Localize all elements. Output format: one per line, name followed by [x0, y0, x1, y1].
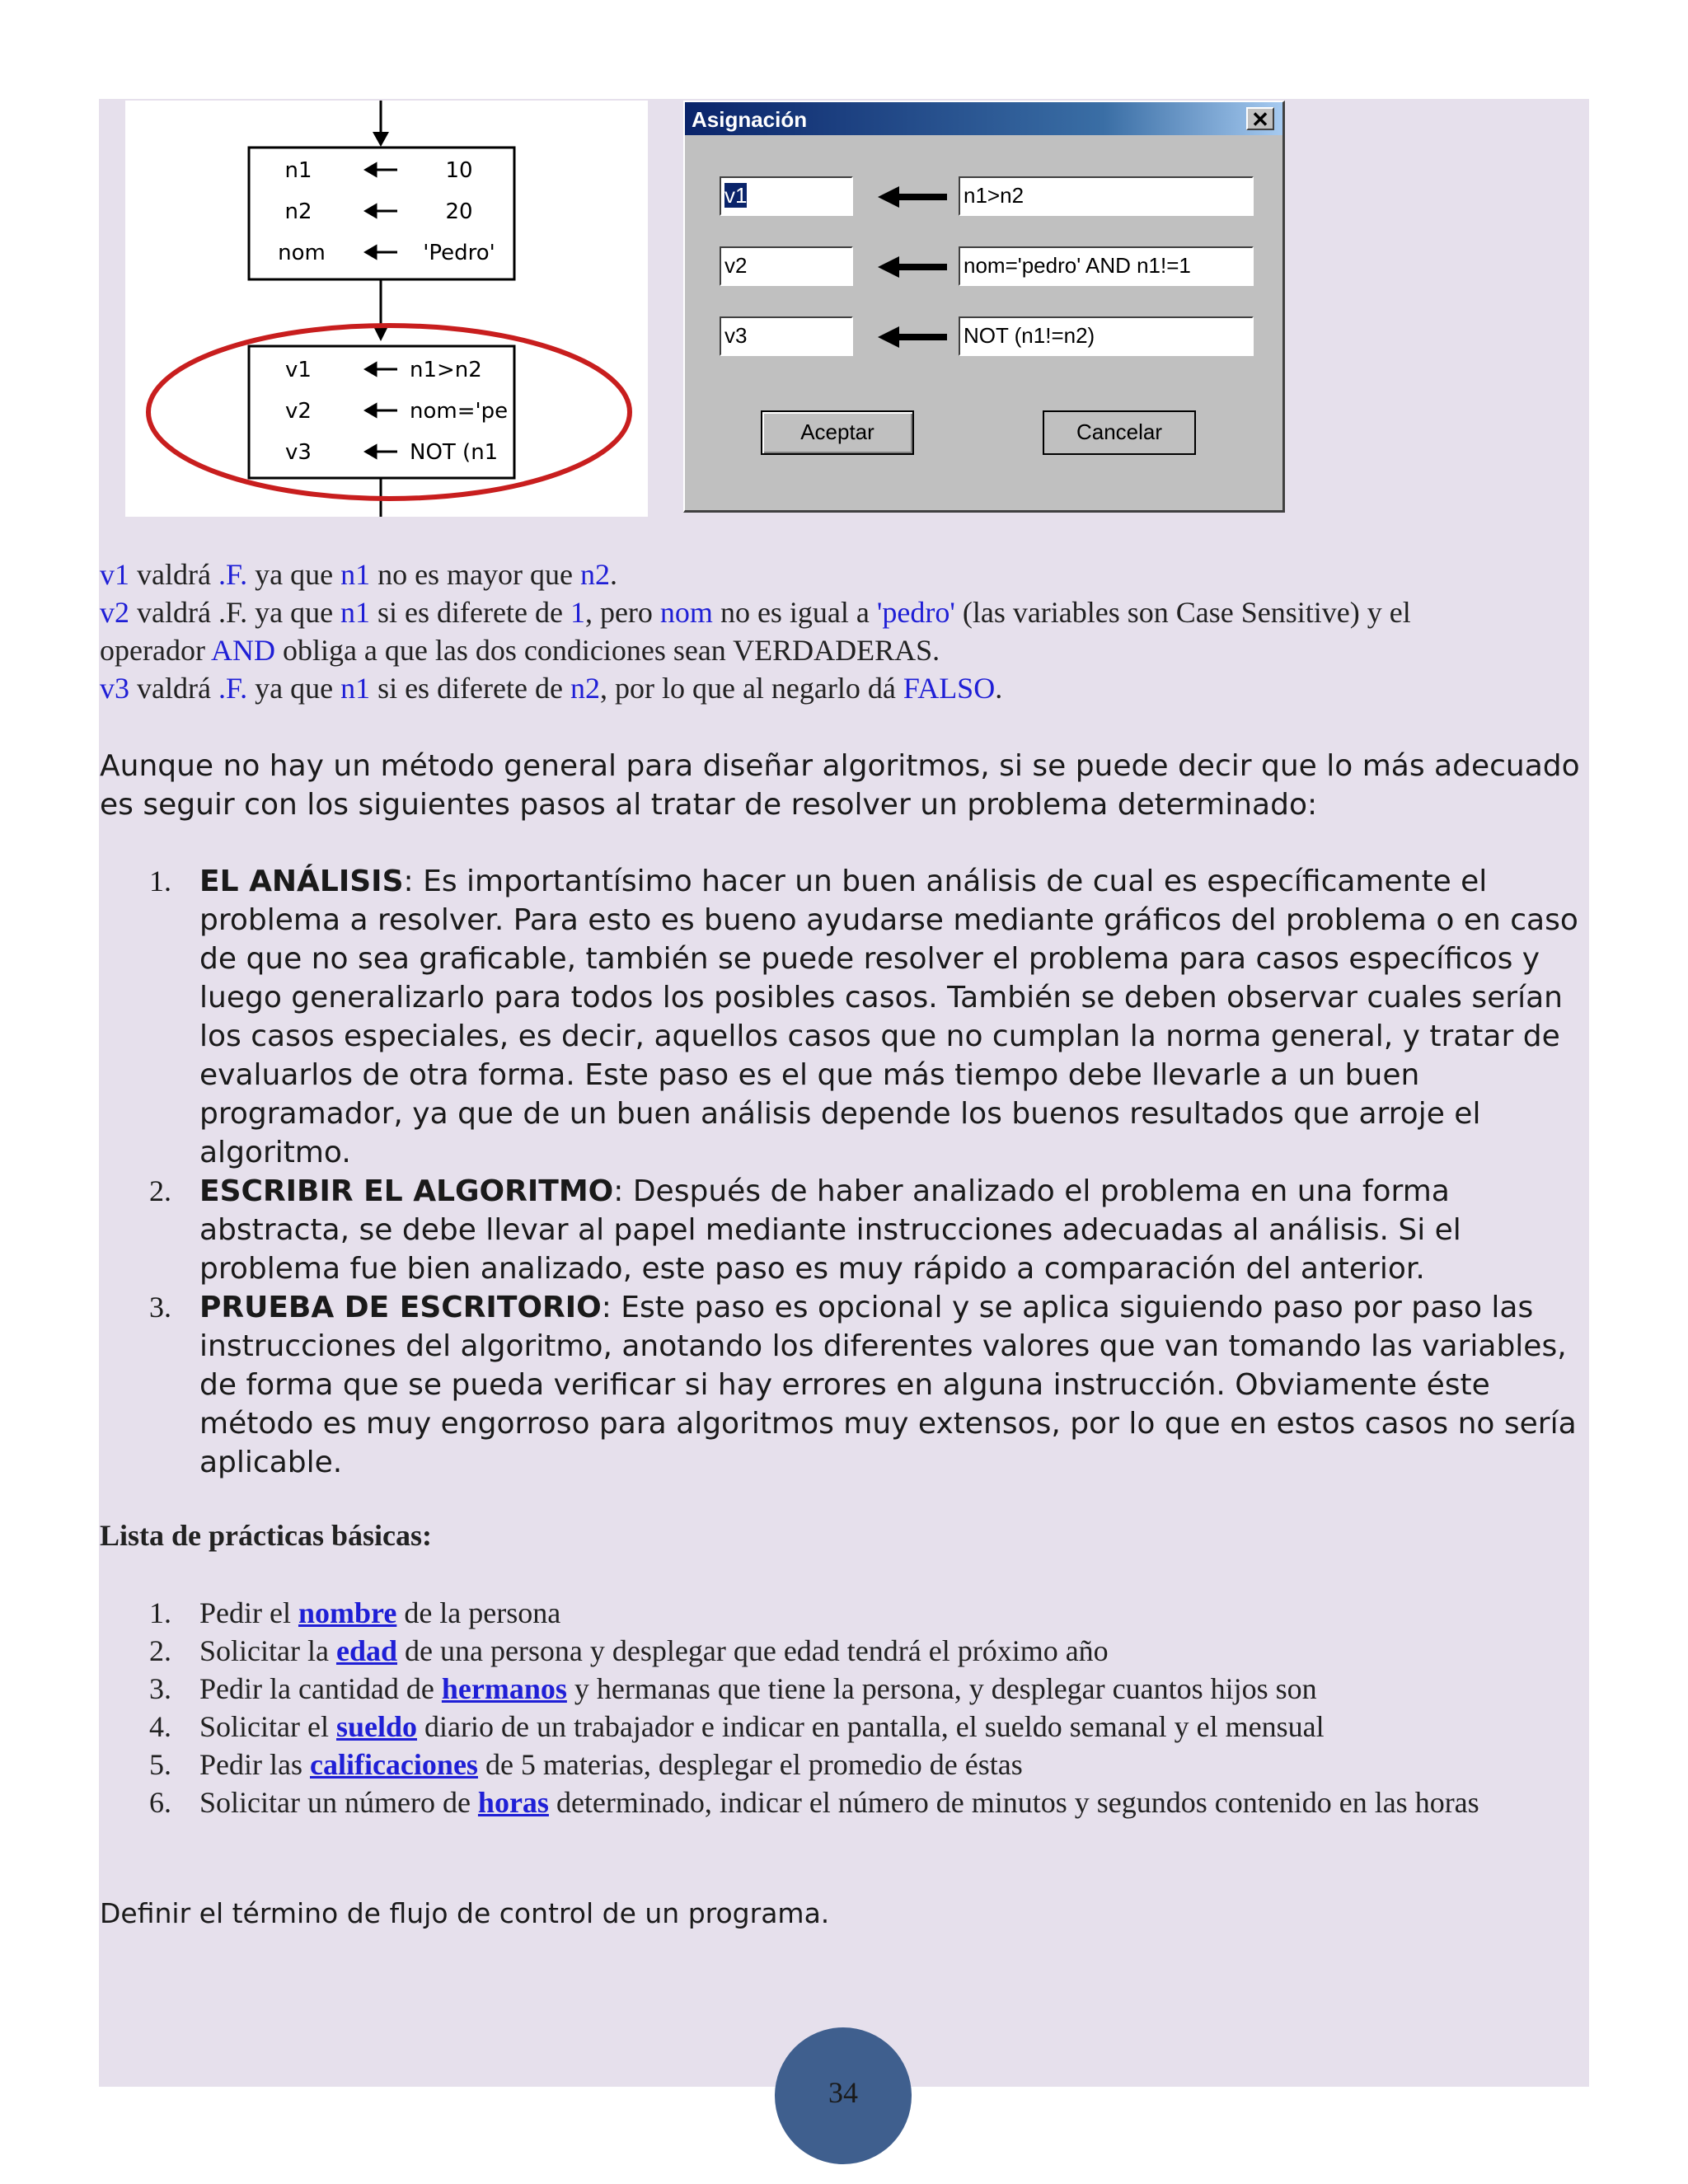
box2-var-2: v2 — [285, 399, 312, 424]
practice-item: 1. Pedir el nombre de la persona — [149, 1596, 561, 1629]
box1-val-3: 'Pedro' — [423, 241, 495, 265]
intro-paragraph: Aunque no hay un método general para diseñar algoritmos, si se puede decir que lo más adecuado es seguir con los siguientes pasos al tratar de resolver un problema determinado: — [100, 749, 1580, 822]
box2-val-2: nom='pe — [410, 399, 509, 424]
box2-var-3: v3 — [285, 440, 312, 465]
step-title: ESCRIBIR EL ALGORITMO — [199, 1174, 614, 1208]
practice-item: 2. Solicitar la edad de una persona y desplegar que edad tendrá el próximo año — [149, 1634, 1109, 1667]
var-field-2[interactable]: v2 — [720, 246, 853, 286]
assign-arrow-icon — [878, 325, 952, 349]
step-title: EL ANÁLISIS — [199, 865, 404, 898]
dialog-title: Asignación — [692, 107, 808, 132]
cancel-button[interactable]: Cancelar — [1043, 410, 1196, 455]
link-sueldo[interactable]: sueldo — [335, 1710, 418, 1743]
assign-arrow-icon — [878, 185, 952, 209]
link-calificaciones[interactable]: calificaciones — [309, 1748, 478, 1781]
dialog-titlebar — [685, 102, 1282, 135]
link-horas[interactable]: horas — [477, 1786, 549, 1819]
practice-item: 3. Pedir la cantidad de hermanos y hermanas que tiene la persona, y desplegar cuantos hijos son — [149, 1672, 1317, 1705]
box1-var-3: nom — [278, 241, 326, 265]
var-field-1-text: v1 — [724, 183, 748, 208]
practices-list — [100, 1594, 1583, 1821]
define-prompt: Definir el término de flujo de control de un programa. — [100, 1897, 830, 1929]
practice-item: 4. Solicitar el sueldo diario de un trabajador e indicar en pantalla, el sueldo semanal y el mensual — [149, 1710, 1325, 1743]
explanation-line-4: v3 valdrá .F. ya que n1 si es diferete de n2, por lo que al negarlo dá FALSO. — [100, 672, 1003, 705]
flowchart-svg — [125, 101, 648, 517]
var-field-3[interactable]: v3 — [720, 316, 853, 356]
step-item: 1. EL ANÁLISIS: Es importantísimo hacer un buen análisis de cual es específicamente el problema a resolver. Para esto es bueno ayudarse mediante gráficos del problema o en caso de que no sea graficable, también se puede resolver el problema para casos específicos y luego generalizarlo para todos los posibles casos. También se deben observar cuales serían los casos especiales, es decir, aquellos casos que no cumplan la norma general, y tratar de evaluarlos de otra forma. Este paso es el que más tiempo debe llevarle a un buen programador, ya que de un buen análisis depende los buenos resultados que arroje el algoritmo. — [149, 865, 1578, 1169]
expr-field-2[interactable]: nom='pedro' AND n1!=1 — [959, 246, 1254, 286]
box1-val-1: 10 — [445, 158, 473, 183]
step-title: PRUEBA DE ESCRITORIO — [199, 1291, 602, 1324]
link-hermanos[interactable]: hermanos — [441, 1672, 567, 1705]
box2-var-1: v1 — [285, 358, 312, 382]
explanation-line-3: operador AND obliga a que las dos condiciones sean VERDADERAS. — [100, 634, 940, 667]
var-field-1[interactable] — [720, 176, 853, 216]
box1-var-1: n1 — [284, 158, 312, 183]
explanation-block — [100, 555, 1583, 707]
step-item: 3. PRUEBA DE ESCRITORIO: Este paso es opcional y se aplica siguiendo paso por paso las instrucciones del algoritmo, anotando los diferentes valores que van tomando las variables, de forma que se pueda verificar si hay errores en alguna instrucción. Obviamente éste método es muy engorroso para algoritmos muy extensos, por lo que en estos casos no sería aplicable. — [149, 1291, 1577, 1479]
box1-val-2: 20 — [445, 199, 473, 224]
assignment-dialog — [683, 101, 1285, 513]
link-edad[interactable]: edad — [335, 1634, 397, 1667]
expr-field-3[interactable]: NOT (n1!=n2) — [959, 316, 1254, 356]
flowchart-figure — [125, 101, 648, 517]
page-number: 34 — [828, 2076, 858, 2109]
box2-val-1: n1>n2 — [410, 358, 482, 382]
expr-field-1[interactable]: n1>n2 — [959, 176, 1254, 216]
practice-item: 5. Pedir las calificaciones de 5 materias, desplegar el promedio de éstas — [149, 1748, 1023, 1781]
steps-list — [100, 862, 1583, 1482]
box1-var-2: n2 — [284, 199, 312, 224]
assign-arrow-icon — [878, 255, 952, 279]
step-item: 2. ESCRIBIR EL ALGORITMO: Después de haber analizado el problema en una forma abstracta, se debe llevar al papel mediante instrucciones adecuadas al análisis. Si el problema fue bien analizado, este paso es muy rápido a comparación del anterior. — [149, 1174, 1461, 1286]
accept-button[interactable]: Aceptar — [761, 410, 914, 455]
link-nombre[interactable]: nombre — [298, 1596, 397, 1629]
box2-val-3: NOT (n1 — [410, 440, 499, 465]
practice-item: 6. Solicitar un número de horas determinado, indicar el número de minutos y segundos contenido en las horas — [149, 1786, 1479, 1819]
close-icon[interactable]: ✕ — [1246, 107, 1274, 130]
explanation-line-1: v1 valdrá .F. ya que n1 no es mayor que n2. — [100, 558, 617, 591]
explanation-line-2: v2 valdrá .F. ya que n1 si es diferete de 1, pero nom no es igual a 'pedro' (las variables son Case Sensitive) y el — [100, 596, 1411, 629]
practices-heading: Lista de prácticas básicas: — [100, 1519, 432, 1552]
